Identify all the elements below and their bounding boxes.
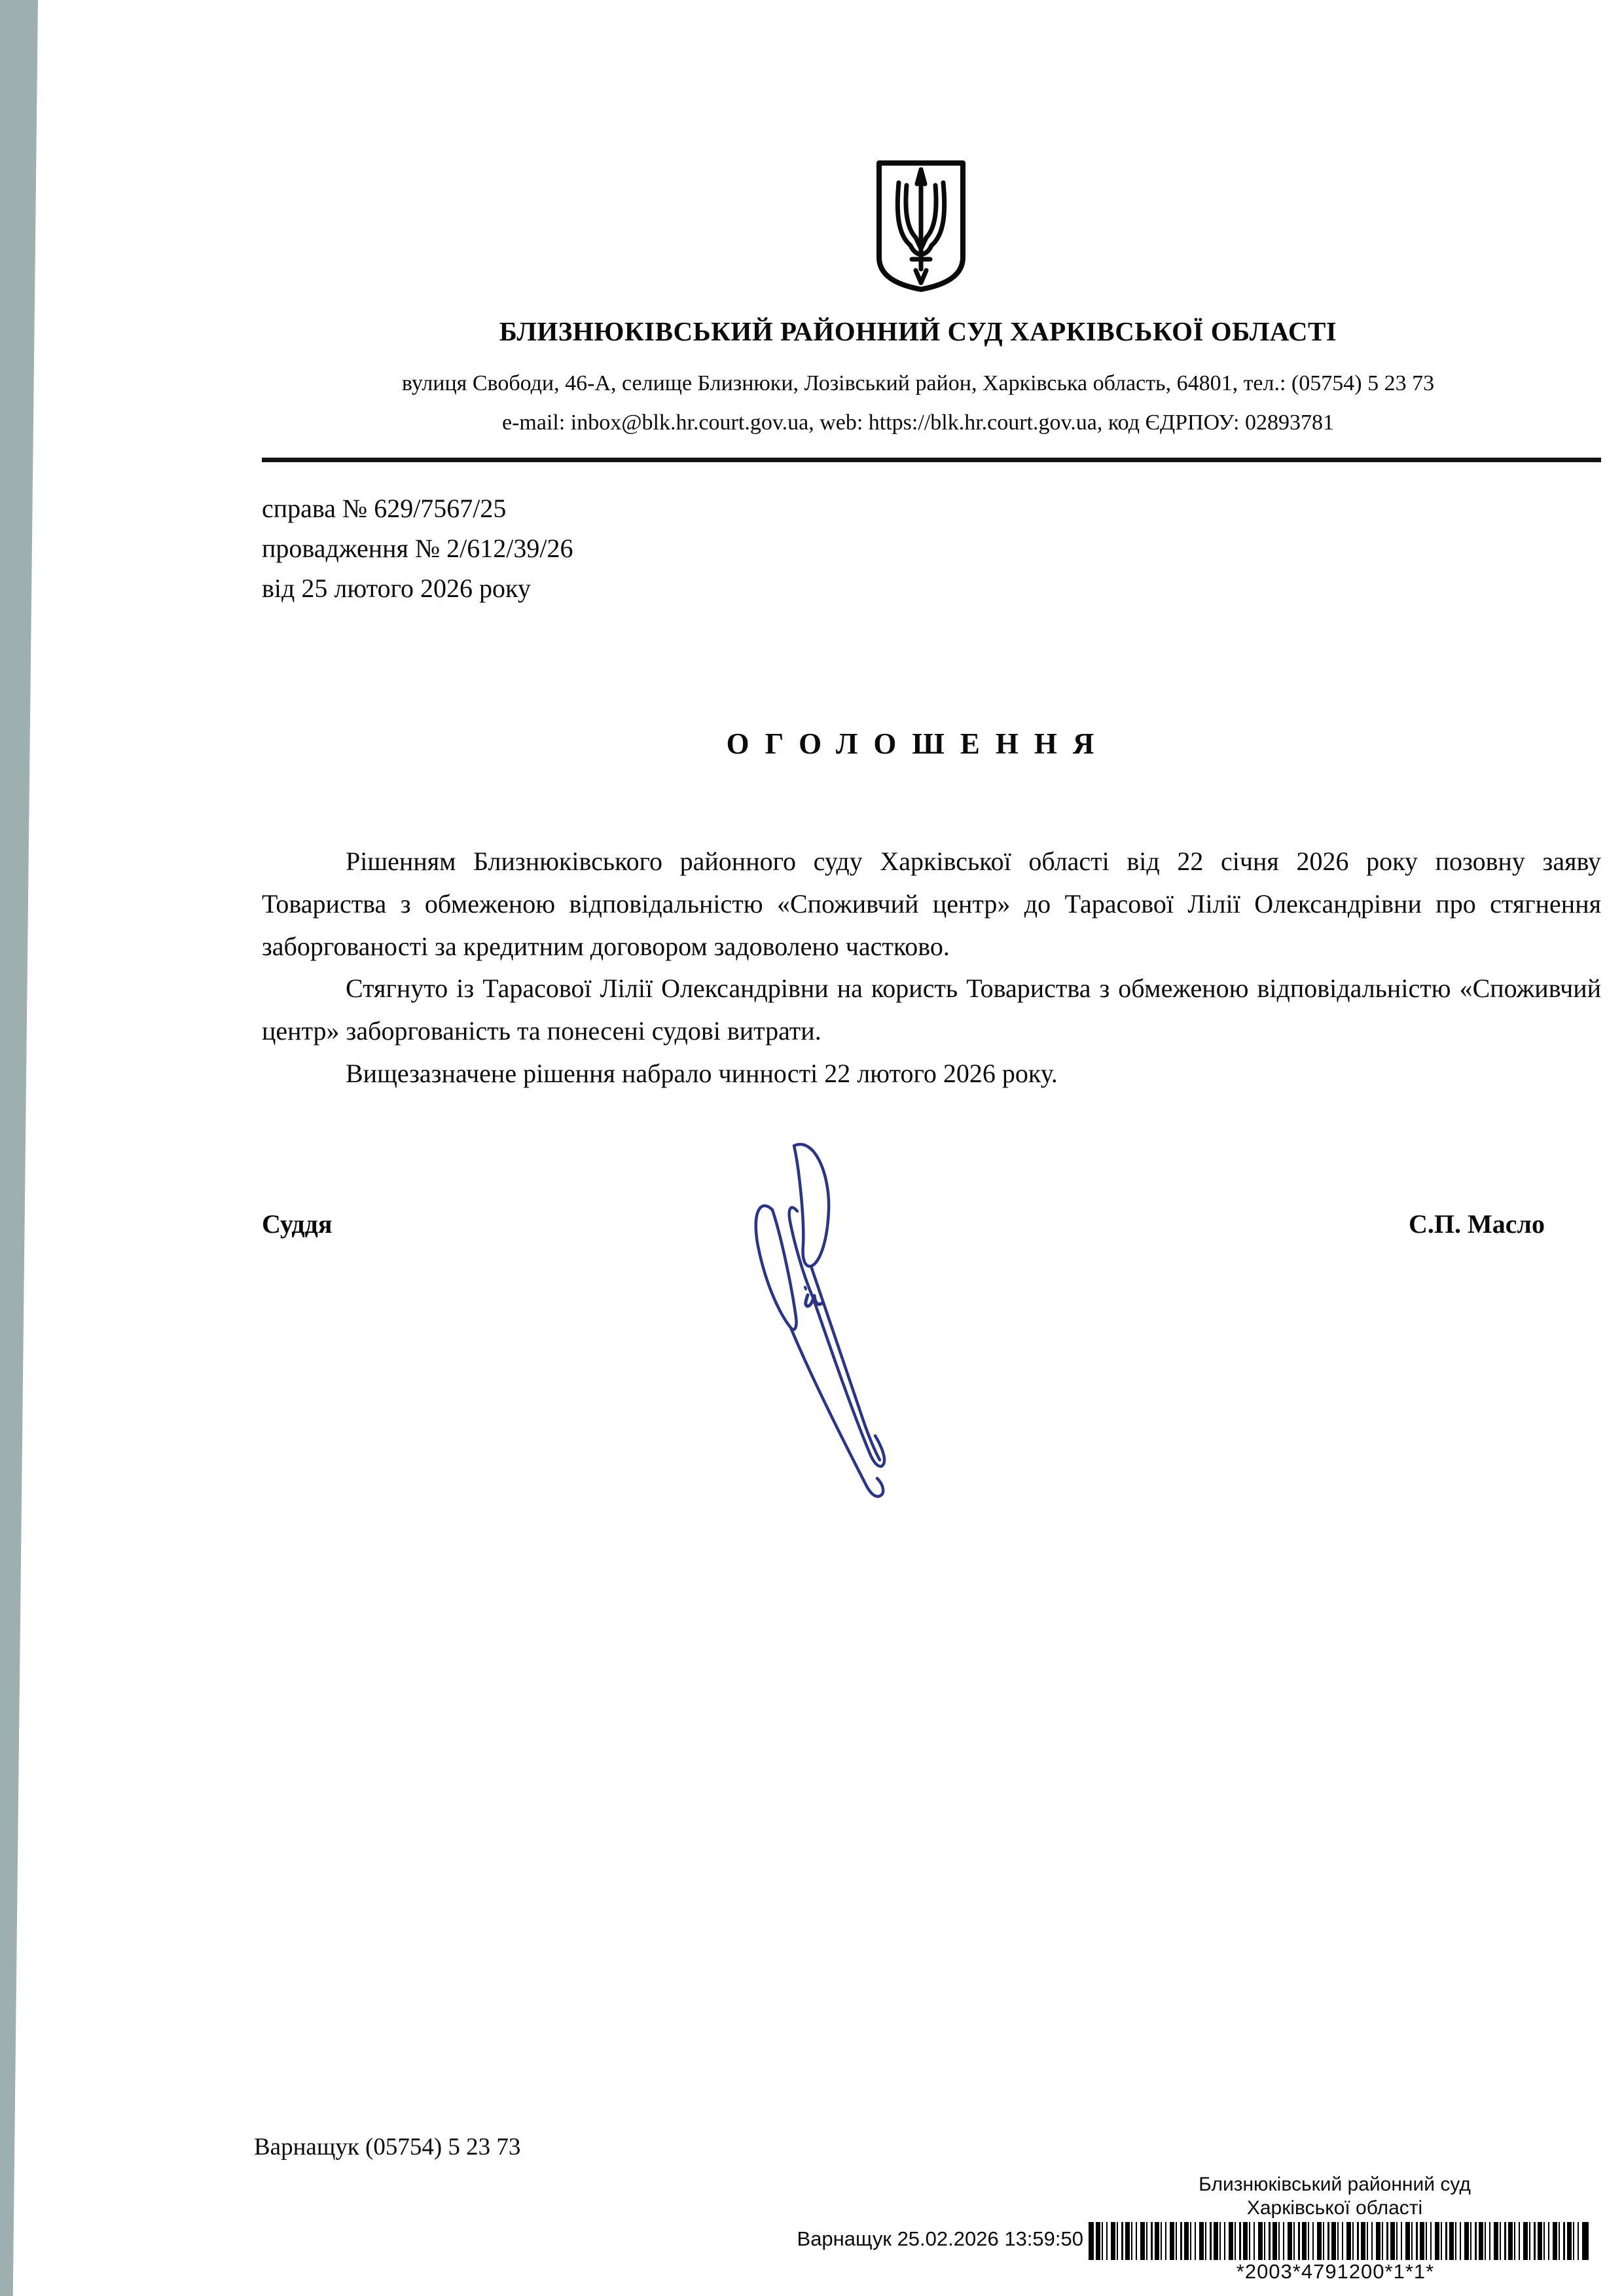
body-paragraph-2: Стягнуто із Тарасової Лілії Олександрівни на користь Товариства з обмеженою відповідальністю «Споживчий центр» заборгованість та понесені судові витрати. xyxy=(262,974,1601,1046)
judge-name: С.П. Масло xyxy=(1409,1209,1545,1239)
court-contact-line: e-mail: inbox@blk.hr.court.gov.ua, web: https://blk.hr.court.gov.ua, код ЄДРПОУ: 02893781 xyxy=(502,410,1334,435)
judge-handwritten-signature xyxy=(732,1138,922,1514)
stamp-court-name-line2: Харківської області xyxy=(1246,2197,1423,2219)
case-info-block xyxy=(262,488,573,608)
document-barcode xyxy=(1089,2222,1589,2260)
header-divider-rule xyxy=(262,458,1601,462)
document-body xyxy=(262,841,1601,1095)
case-number: справа № 629/7567/25 xyxy=(262,494,507,523)
trident-emblem-icon xyxy=(873,159,969,293)
stamp-court-name-line1: Близнюківський районний суд xyxy=(1199,2174,1471,2195)
scanner-edge-strip xyxy=(0,0,38,2296)
body-paragraph-1: Рішенням Близнюківського районного суду Харківської області від 22 січня 2026 року позовну заяву Товариства з обмеженою відповідальністю «Споживчий центр» до Тарасової Лілії Олександрівни про стягнення заборгованості за кредитним договором задоволено частково. xyxy=(262,847,1601,961)
clerk-phone-line: Варнащук (05754) 5 23 73 xyxy=(254,2134,521,2160)
body-paragraph-3: Вищезазначене рішення набрало чинності 22 лютого 2026 року. xyxy=(346,1058,1058,1088)
court-address-line: вулиця Свободи, 46-А, селище Близнюки, Лозівський район, Харківська область, 64801, тел.: (05754) 5 23 73 xyxy=(401,371,1435,395)
document-title: ОГОЛОШЕННЯ xyxy=(726,727,1110,760)
document-date: від 25 лютого 2026 року xyxy=(262,574,531,603)
judge-role-label: Суддя xyxy=(262,1209,333,1239)
proceeding-number: провадження № 2/612/39/26 xyxy=(262,534,573,563)
stamp-clerk-datetime: Варнащук 25.02.2026 13:59:50 xyxy=(797,2227,1083,2250)
barcode-value: *2003*4791200*1*1* xyxy=(1236,2260,1435,2283)
court-name: БЛИЗНЮКІВСЬКИЙ РАЙОННИЙ СУД ХАРКІВСЬКОЇ ОБЛАСТІ xyxy=(499,316,1337,346)
